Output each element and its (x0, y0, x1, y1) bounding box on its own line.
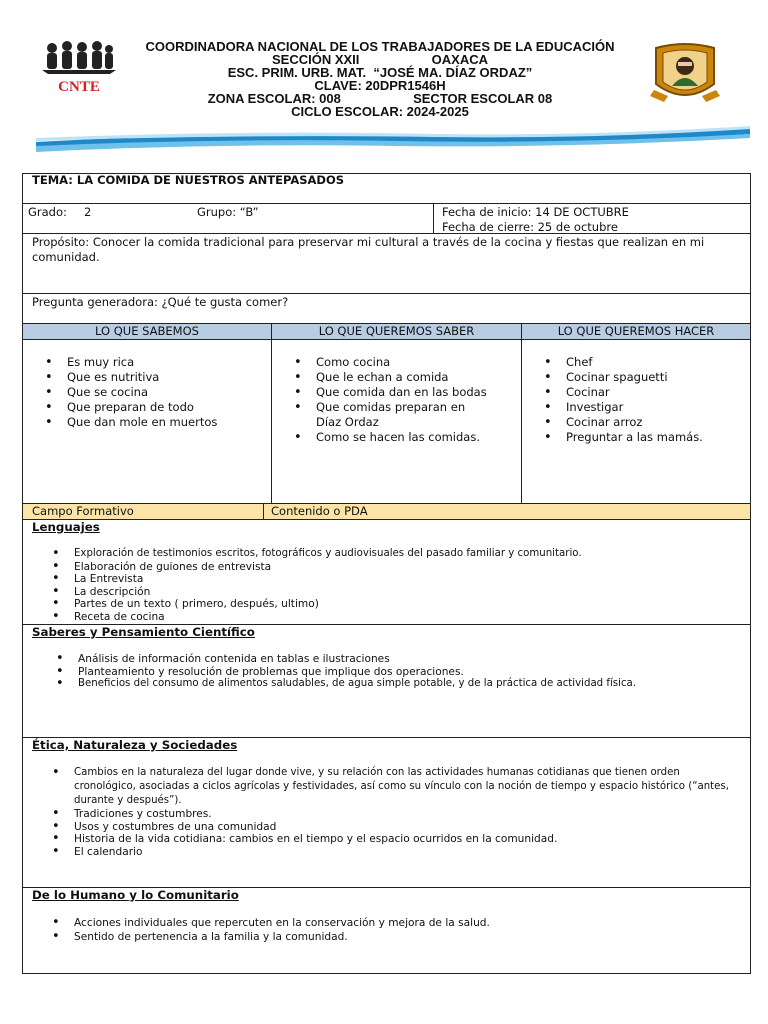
list-item: • Beneficios del consumo de alimentos saludables, de agua simple potable, y de la práctica de actividad física. (36, 678, 744, 691)
list-item: • Como cocina (272, 355, 512, 370)
list-item: • Cambios en la naturaleza del lugar donde vive, y su relación con las actividades humanas cotidianas que tienen orden cronológico, asociadas a ciclos agrícolas y festividades, así como su vínculo con la noción de tiempo y espacio histórico (“antes, durante y después”). (32, 766, 744, 808)
list-item: • Exploración de testimonios escritos, fotográficos y audiovisuales del pasado familiar y comunitario. (32, 548, 744, 561)
cnte-logo (40, 40, 118, 94)
tema-text: TEMA: LA COMIDA DE NUESTROS ANTEPASADOS (32, 173, 345, 187)
list-item: • Análisis de información contenida en tablas e ilustraciones (36, 653, 744, 666)
section-title: Ética, Naturaleza y Sociedades (32, 738, 238, 752)
list-item: • Que comida dan en las bodas (272, 385, 512, 400)
fecha-cierre: Fecha de cierre: 25 de octubre (442, 220, 618, 234)
header-text (130, 40, 630, 118)
list-item: • Como se hacen las comidas. (272, 430, 512, 445)
section-title: Saberes y Pensamiento Científico (32, 625, 255, 639)
col-divider (263, 504, 264, 519)
grado-row (23, 204, 750, 234)
section-list (32, 916, 744, 944)
planning-table (22, 173, 751, 974)
section-list (32, 548, 744, 623)
list-item: • Sentido de pertenencia a la familia y la comunidad. (32, 930, 744, 944)
header-line-3: ESC. PRIM. URB. MAT. “JOSÉ MA. DÍAZ ORDAZ” (227, 65, 533, 80)
column-header-row (23, 324, 750, 340)
proposito-text: Propósito: Conocer la comida tradicional para preservar mi cultural a través de la cocina y fiestas que realizan en mi comunidad. (32, 235, 705, 264)
list-item: • Chef (522, 355, 750, 370)
grado-value: 2 (84, 205, 92, 219)
list-item: • La Entrevista (32, 573, 744, 586)
section-saberes (23, 625, 750, 738)
contenido-label: Contenido o PDA (271, 504, 368, 518)
list-item: • Que preparan de todo (23, 400, 271, 415)
list-item: • Tradiciones y costumbres. (32, 808, 744, 821)
grado-label: Grado: (28, 205, 67, 219)
col-header-queremos-saber: LO QUE QUEREMOS SABER (318, 324, 475, 338)
list-item: • Partes de un texto ( primero, después, ultimo) (32, 598, 744, 611)
section-title: Lenguajes (32, 520, 100, 534)
section-list (36, 653, 744, 691)
section-title: De lo Humano y lo Comunitario (32, 888, 239, 902)
list-item: • Investigar (522, 400, 750, 415)
col-header-queremos-hacer: LO QUE QUEREMOS HACER (557, 324, 715, 338)
campo-formativo-label: Campo Formativo (32, 504, 134, 518)
list-item: • Receta de cocina (32, 611, 744, 624)
tema-row (23, 174, 750, 204)
list-item: • Que comidas preparan en Díaz Ordaz (272, 400, 466, 430)
pregunta-row (23, 294, 750, 324)
list-item: • Cocinar arroz (522, 415, 750, 430)
list-item: • Cocinar (522, 385, 750, 400)
campo-header-row (23, 504, 750, 520)
list-item: • Usos y costumbres de una comunidad (32, 821, 744, 834)
section-lenguajes (23, 520, 750, 625)
list-item: • Es muy rica (23, 355, 271, 370)
col-header-sabemos: LO QUE SABEMOS (95, 324, 199, 338)
school-seal-icon (650, 40, 720, 106)
list-item: • Cocinar spaguetti (522, 370, 750, 385)
section-humano (23, 888, 750, 973)
section-list (32, 766, 744, 858)
header-line-5: ZONA ESCOLAR: 008 SECTOR ESCOLAR 08 (207, 91, 553, 106)
list-item: • La descripción (32, 586, 744, 599)
list-item: • Planteamiento y resolución de problemas que implique dos operaciones. (36, 666, 744, 679)
header-line-4: CLAVE: 20DPR1546H (314, 78, 446, 93)
columns-content-row (23, 340, 750, 504)
header-line-2: SECCIÓN XXII OAXACA (272, 52, 488, 67)
queremos-saber-column (272, 355, 512, 445)
sabemos-column (23, 355, 271, 430)
decorative-wave (36, 126, 750, 154)
pregunta-text: Pregunta generadora: ¿Qué te gusta comer? (32, 295, 289, 309)
list-item: • Historia de la vida cotidiana: cambios en el tiempo y el espacio ocurridos en la comunidad. (32, 833, 744, 846)
list-item: • Que se cocina (23, 385, 271, 400)
header-line-6: CICLO ESCOLAR: 2024-2025 (291, 104, 469, 119)
fecha-inicio: Fecha de inicio: 14 DE OCTUBRE (442, 205, 629, 219)
queremos-hacer-column (522, 355, 750, 445)
list-item: • Que le echan a comida (272, 370, 512, 385)
section-etica (23, 738, 750, 888)
cnte-logo-text: CNTE (58, 79, 100, 94)
proposito-row (23, 234, 750, 294)
list-item: • Que dan mole en muertos (23, 415, 271, 430)
list-item: • Elaboración de guiones de entrevista (32, 561, 744, 574)
grado-divider (433, 204, 434, 233)
grupo-text: Grupo: “B” (197, 205, 259, 219)
list-item: • Preguntar a las mamás. (522, 430, 750, 445)
list-item: • Que es nutritiva (23, 370, 271, 385)
list-item: • Acciones individuales que repercuten en la conservación y mejora de la salud. (32, 916, 744, 930)
header-line-1: COORDINADORA NACIONAL DE LOS TRABAJADORES DE LA EDUCACIÓN (145, 39, 615, 54)
list-item: • El calendario (32, 846, 744, 859)
